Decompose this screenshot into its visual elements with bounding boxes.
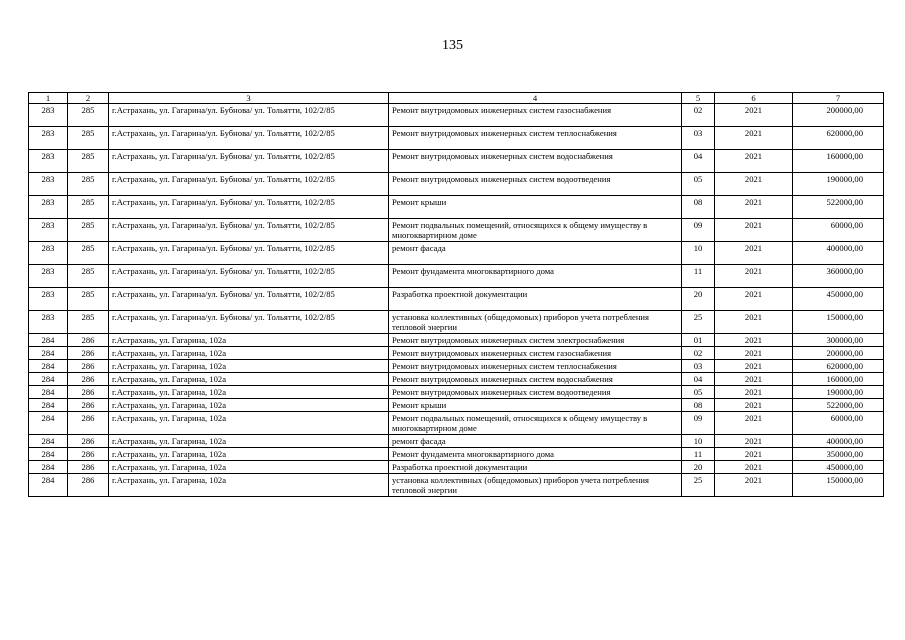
year-cell: 2021 [715, 448, 793, 461]
work-type-cell: Ремонт внутридомовых инженерных систем газоснабжения [389, 347, 682, 360]
year-cell: 2021 [715, 373, 793, 386]
house-number: 286 [68, 360, 109, 373]
work-code-cell: 03 [682, 127, 715, 150]
year-cell: 2021 [715, 219, 793, 242]
address-cell: г.Астрахань, ул. Гагарина/ул. Бубнова/ ул. Тольятти, 102/2/85 [109, 104, 389, 127]
cost-cell: 200000,00 [793, 104, 884, 127]
table-row [29, 288, 884, 311]
cost-cell: 400000,00 [793, 242, 884, 265]
row-number: 284 [29, 360, 68, 373]
address-cell: г.Астрахань, ул. Гагарина, 102а [109, 373, 389, 386]
work-code-cell: 20 [682, 461, 715, 474]
work-code-cell: 08 [682, 196, 715, 219]
work-code-cell: 02 [682, 347, 715, 360]
table-row [29, 474, 884, 497]
table-row [29, 196, 884, 219]
cost-cell: 190000,00 [793, 173, 884, 196]
row-number: 283 [29, 173, 68, 196]
year-cell: 2021 [715, 386, 793, 399]
work-type-cell: Ремонт внутридомовых инженерных систем водоснабжения [389, 150, 682, 173]
row-number: 284 [29, 373, 68, 386]
cost-cell: 190000,00 [793, 386, 884, 399]
work-type-cell: Ремонт фундамента многоквартирного дома [389, 448, 682, 461]
year-cell: 2021 [715, 474, 793, 497]
work-type-cell: Разработка проектной документации [389, 288, 682, 311]
row-number: 283 [29, 150, 68, 173]
cost-cell: 400000,00 [793, 435, 884, 448]
row-number: 284 [29, 435, 68, 448]
table-row [29, 265, 884, 288]
work-code-cell: 02 [682, 104, 715, 127]
work-code-cell: 03 [682, 360, 715, 373]
house-number: 285 [68, 150, 109, 173]
work-type-cell: Ремонт крыши [389, 399, 682, 412]
column-header: 5 [682, 93, 715, 104]
address-cell: г.Астрахань, ул. Гагарина/ул. Бубнова/ ул. Тольятти, 102/2/85 [109, 242, 389, 265]
work-type-cell: установка коллективных (общедомовых) приборов учета потребления тепловой энергии [389, 474, 682, 497]
row-number: 283 [29, 196, 68, 219]
cost-cell: 620000,00 [793, 127, 884, 150]
work-code-cell: 11 [682, 265, 715, 288]
table-body [29, 104, 884, 497]
table-row [29, 435, 884, 448]
year-cell: 2021 [715, 347, 793, 360]
cost-cell: 160000,00 [793, 373, 884, 386]
house-number: 285 [68, 173, 109, 196]
row-number: 284 [29, 386, 68, 399]
table-row [29, 242, 884, 265]
address-cell: г.Астрахань, ул. Гагарина, 102а [109, 386, 389, 399]
address-cell: г.Астрахань, ул. Гагарина, 102а [109, 474, 389, 497]
address-cell: г.Астрахань, ул. Гагарина, 102а [109, 412, 389, 435]
row-number: 284 [29, 334, 68, 347]
row-number: 283 [29, 104, 68, 127]
address-cell: г.Астрахань, ул. Гагарина/ул. Бубнова/ ул. Тольятти, 102/2/85 [109, 127, 389, 150]
year-cell: 2021 [715, 150, 793, 173]
table-row [29, 150, 884, 173]
address-cell: г.Астрахань, ул. Гагарина/ул. Бубнова/ ул. Тольятти, 102/2/85 [109, 265, 389, 288]
cost-cell: 620000,00 [793, 360, 884, 373]
row-number: 284 [29, 474, 68, 497]
column-header: 2 [68, 93, 109, 104]
work-type-cell: Ремонт внутридомовых инженерных систем водоснабжения [389, 373, 682, 386]
row-number: 283 [29, 242, 68, 265]
house-number: 286 [68, 386, 109, 399]
year-cell: 2021 [715, 461, 793, 474]
address-cell: г.Астрахань, ул. Гагарина/ул. Бубнова/ ул. Тольятти, 102/2/85 [109, 219, 389, 242]
cost-cell: 522000,00 [793, 196, 884, 219]
work-code-cell: 05 [682, 386, 715, 399]
address-cell: г.Астрахань, ул. Гагарина, 102а [109, 461, 389, 474]
table-row [29, 127, 884, 150]
row-number: 284 [29, 461, 68, 474]
house-number: 285 [68, 288, 109, 311]
cost-cell: 360000,00 [793, 265, 884, 288]
row-number: 284 [29, 347, 68, 360]
house-number: 285 [68, 265, 109, 288]
year-cell: 2021 [715, 334, 793, 347]
year-cell: 2021 [715, 399, 793, 412]
row-number: 283 [29, 288, 68, 311]
work-type-cell: Ремонт внутридомовых инженерных систем водоотведения [389, 173, 682, 196]
column-header: 6 [715, 93, 793, 104]
work-code-cell: 04 [682, 373, 715, 386]
work-type-cell: Ремонт внутридомовых инженерных систем теплоснабжения [389, 360, 682, 373]
work-code-cell: 10 [682, 242, 715, 265]
house-number: 285 [68, 219, 109, 242]
table-row [29, 448, 884, 461]
table-row [29, 219, 884, 242]
row-number: 283 [29, 219, 68, 242]
house-number: 286 [68, 461, 109, 474]
work-code-cell: 01 [682, 334, 715, 347]
works-table [28, 92, 884, 497]
address-cell: г.Астрахань, ул. Гагарина, 102а [109, 448, 389, 461]
work-code-cell: 10 [682, 435, 715, 448]
work-type-cell: Ремонт крыши [389, 196, 682, 219]
work-type-cell: Ремонт подвальных помещений, относящихся к общему имуществу в многоквартирном доме [389, 219, 682, 242]
table-header-row [29, 93, 884, 104]
house-number: 286 [68, 474, 109, 497]
house-number: 286 [68, 399, 109, 412]
table-row [29, 347, 884, 360]
address-cell: г.Астрахань, ул. Гагарина, 102а [109, 334, 389, 347]
table-row [29, 311, 884, 334]
year-cell: 2021 [715, 360, 793, 373]
address-cell: г.Астрахань, ул. Гагарина/ул. Бубнова/ ул. Тольятти, 102/2/85 [109, 196, 389, 219]
table-row [29, 386, 884, 399]
address-cell: г.Астрахань, ул. Гагарина/ул. Бубнова/ ул. Тольятти, 102/2/85 [109, 311, 389, 334]
house-number: 286 [68, 412, 109, 435]
column-header: 7 [793, 93, 884, 104]
house-number: 286 [68, 448, 109, 461]
year-cell: 2021 [715, 435, 793, 448]
year-cell: 2021 [715, 288, 793, 311]
year-cell: 2021 [715, 265, 793, 288]
work-code-cell: 04 [682, 150, 715, 173]
work-type-cell: Ремонт внутридомовых инженерных систем газоснабжения [389, 104, 682, 127]
address-cell: г.Астрахань, ул. Гагарина, 102а [109, 435, 389, 448]
cost-cell: 350000,00 [793, 448, 884, 461]
cost-cell: 450000,00 [793, 288, 884, 311]
cost-cell: 150000,00 [793, 311, 884, 334]
house-number: 285 [68, 196, 109, 219]
cost-cell: 522000,00 [793, 399, 884, 412]
work-code-cell: 09 [682, 412, 715, 435]
row-number: 284 [29, 399, 68, 412]
year-cell: 2021 [715, 104, 793, 127]
row-number: 283 [29, 127, 68, 150]
work-type-cell: Ремонт внутридомовых инженерных систем теплоснабжения [389, 127, 682, 150]
year-cell: 2021 [715, 127, 793, 150]
table-row [29, 461, 884, 474]
work-code-cell: 25 [682, 311, 715, 334]
address-cell: г.Астрахань, ул. Гагарина, 102а [109, 347, 389, 360]
column-header: 3 [109, 93, 389, 104]
column-header: 1 [29, 93, 68, 104]
house-number: 286 [68, 373, 109, 386]
work-code-cell: 20 [682, 288, 715, 311]
table-row [29, 173, 884, 196]
work-code-cell: 11 [682, 448, 715, 461]
year-cell: 2021 [715, 412, 793, 435]
house-number: 285 [68, 242, 109, 265]
table-row [29, 334, 884, 347]
year-cell: 2021 [715, 311, 793, 334]
table-row [29, 399, 884, 412]
cost-cell: 200000,00 [793, 347, 884, 360]
work-type-cell: Ремонт фундамента многоквартирного дома [389, 265, 682, 288]
cost-cell: 150000,00 [793, 474, 884, 497]
row-number: 283 [29, 311, 68, 334]
work-code-cell: 05 [682, 173, 715, 196]
row-number: 284 [29, 412, 68, 435]
page-number: 135 [442, 38, 463, 53]
house-number: 286 [68, 334, 109, 347]
work-code-cell: 25 [682, 474, 715, 497]
cost-cell: 60000,00 [793, 219, 884, 242]
cost-cell: 160000,00 [793, 150, 884, 173]
house-number: 285 [68, 104, 109, 127]
address-cell: г.Астрахань, ул. Гагарина, 102а [109, 360, 389, 373]
house-number: 286 [68, 435, 109, 448]
year-cell: 2021 [715, 173, 793, 196]
row-number: 284 [29, 448, 68, 461]
house-number: 286 [68, 347, 109, 360]
table-row [29, 373, 884, 386]
cost-cell: 60000,00 [793, 412, 884, 435]
work-code-cell: 08 [682, 399, 715, 412]
house-number: 285 [68, 127, 109, 150]
house-number: 285 [68, 311, 109, 334]
work-type-cell: установка коллективных (общедомовых) приборов учета потребления тепловой энергии [389, 311, 682, 334]
work-type-cell: Ремонт внутридомовых инженерных систем водоотведения [389, 386, 682, 399]
work-type-cell: ремонт фасада [389, 242, 682, 265]
work-type-cell: Ремонт внутридомовых инженерных систем электроснабжения [389, 334, 682, 347]
table-row [29, 360, 884, 373]
column-header: 4 [389, 93, 682, 104]
year-cell: 2021 [715, 196, 793, 219]
work-code-cell: 09 [682, 219, 715, 242]
address-cell: г.Астрахань, ул. Гагарина/ул. Бубнова/ ул. Тольятти, 102/2/85 [109, 173, 389, 196]
work-type-cell: Разработка проектной документации [389, 461, 682, 474]
row-number: 283 [29, 265, 68, 288]
table-row [29, 104, 884, 127]
work-type-cell: Ремонт подвальных помещений, относящихся к общему имуществу в многоквартирном доме [389, 412, 682, 435]
address-cell: г.Астрахань, ул. Гагарина/ул. Бубнова/ ул. Тольятти, 102/2/85 [109, 288, 389, 311]
cost-cell: 450000,00 [793, 461, 884, 474]
year-cell: 2021 [715, 242, 793, 265]
address-cell: г.Астрахань, ул. Гагарина, 102а [109, 399, 389, 412]
table-row [29, 412, 884, 435]
cost-cell: 300000,00 [793, 334, 884, 347]
work-type-cell: ремонт фасада [389, 435, 682, 448]
address-cell: г.Астрахань, ул. Гагарина/ул. Бубнова/ ул. Тольятти, 102/2/85 [109, 150, 389, 173]
